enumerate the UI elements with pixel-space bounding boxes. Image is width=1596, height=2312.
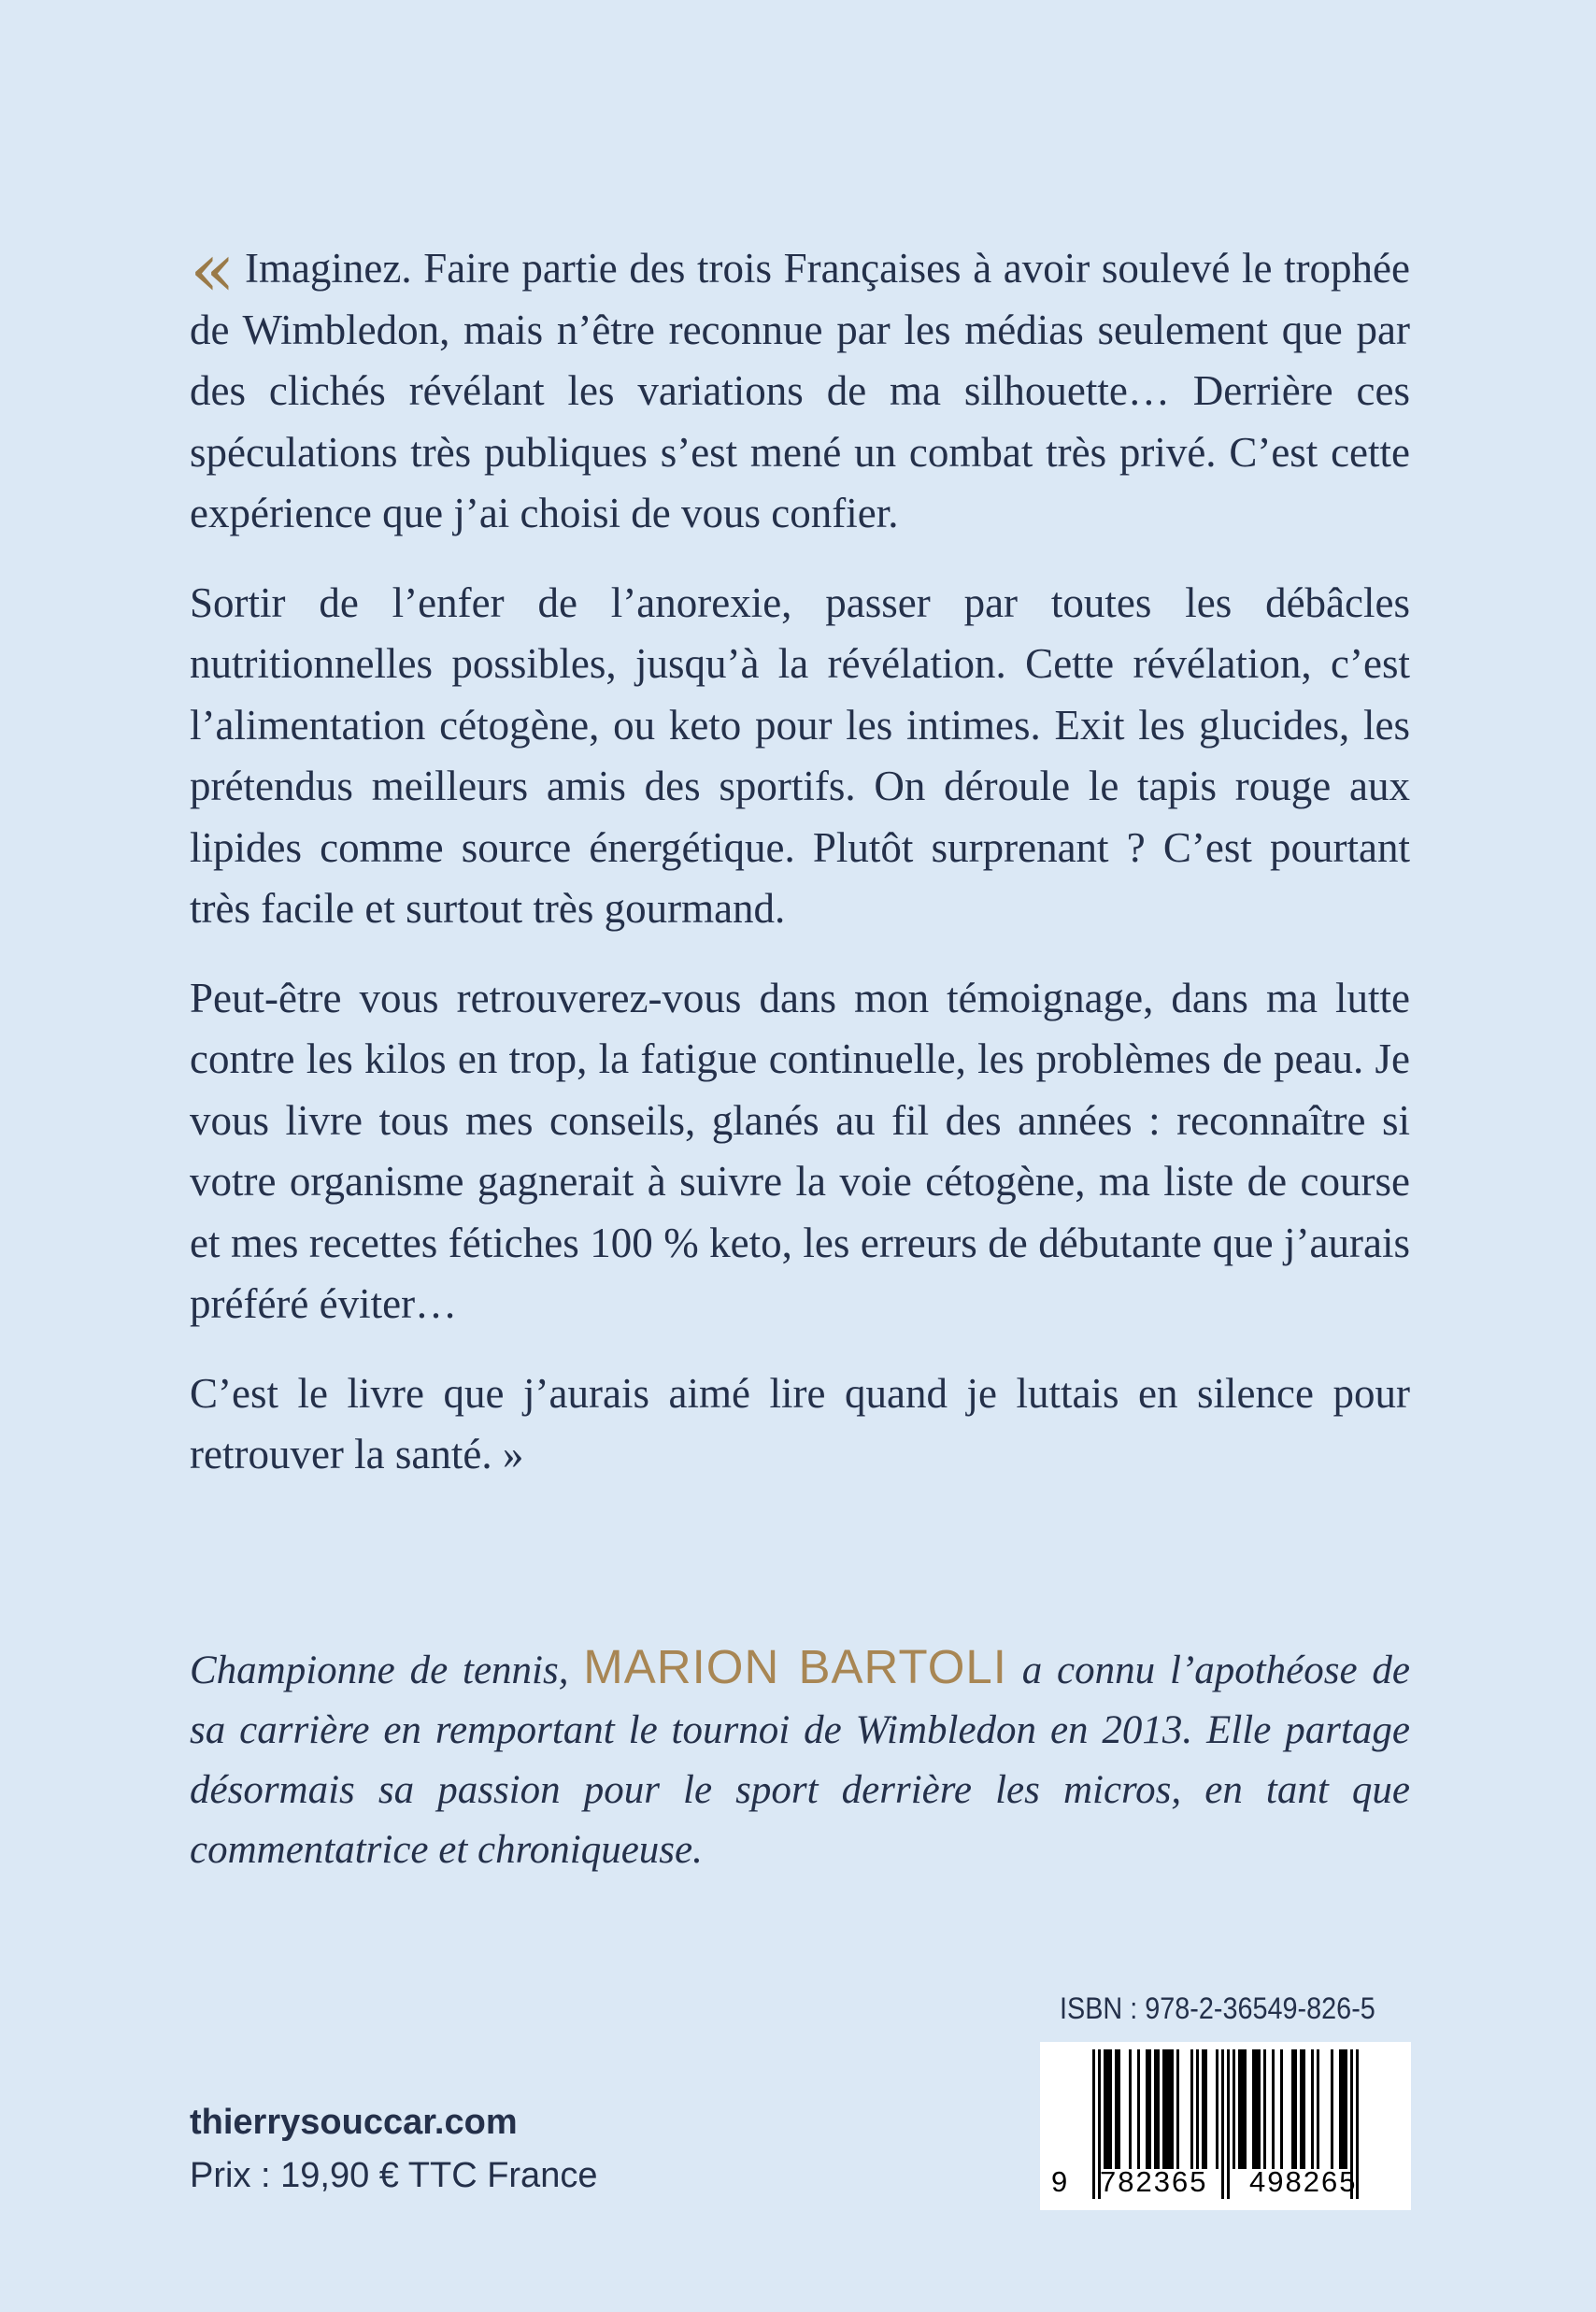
- quote-paragraph-3: Peut-être vous retrouverez-vous dans mon témoignage, dans ma lutte contre les kilos en trop, la fatigue continuelle, les problèmes de peau. Je vous livre tous mes conseils, glanés au fil des années : reconnaître si votre organisme gagnerait à suivre la voie cétogène, ma liste de course et mes recettes fétiches 100 % keto, les erreurs de débutante que j’aurais préféré éviter…: [190, 974, 1410, 1327]
- back-cover-quote: [190, 226, 1410, 1514]
- publisher-website: thierrysouccar.com: [190, 2103, 518, 2142]
- quote-paragraph-1: [190, 226, 1410, 545]
- barcode-bar: [1196, 2049, 1199, 2169]
- barcode-bar: [1109, 2049, 1112, 2169]
- bio-intro: Championne de tennis,: [190, 1648, 584, 1692]
- barcode-bar: [1233, 2049, 1235, 2169]
- barcode-digits: [1040, 2165, 1411, 2206]
- barcode-bar: [1342, 2049, 1345, 2169]
- quote-paragraph-2: Sortir de l’enfer de l’anorexie, passer par toutes les débâcles nutritionnelles possibles, jusqu’à la révélation. Cette révélation, c’est l’alimentation cétogène, ou keto pour les intimes. Exit les glucides, les prétendus meilleurs amis des sportifs. On déroule le tapis rouge aux lipides comme source énergétique. Plutôt surprenant ? C’est pourtant très facile et surtout très gourmand.: [190, 578, 1410, 932]
- barcode-bar: [1104, 2049, 1106, 2169]
- author-bio: [190, 1637, 1410, 1880]
- barcode-bar: [1241, 2049, 1244, 2169]
- barcode-bar: [1202, 2049, 1204, 2169]
- barcode-left-group: 782365: [1100, 2165, 1208, 2198]
- barcode-bar: [1311, 2049, 1314, 2169]
- barcode-bar: [1157, 2049, 1160, 2169]
- barcode-bar: [1106, 2049, 1109, 2169]
- author-name: MARION BARTOLI: [583, 1640, 1007, 1693]
- isbn: ISBN : 978-2-36549-826-5: [1060, 1991, 1375, 2025]
- barcode-bar: [1115, 2049, 1118, 2169]
- barcode-bar: [1294, 2049, 1297, 2169]
- opening-quote-mark: «: [190, 226, 235, 313]
- quote-paragraph-4: C’est le livre que j’aurais aimé lire quand je luttais en silence pour retrouver la santé. »: [190, 1369, 1410, 1477]
- barcode-bar: [1345, 2049, 1347, 2169]
- barcode-bar: [1300, 2049, 1303, 2169]
- price: Prix : 19,90 € TTC France: [190, 2156, 598, 2195]
- barcode-bar: [1255, 2049, 1258, 2169]
- barcode-bar: [1339, 2049, 1342, 2169]
- barcode-bar: [1118, 2049, 1120, 2169]
- barcode-bar: [1176, 2049, 1179, 2169]
- quote-paragraph-1-text: Imaginez. Faire partie des trois Françaises à avoir soulevé le trophée de Wimbledon, mais n’être reconnue par les médias seulement que par des clichés révélant les variations de ma silhouette… Derrière ces spéculations très publiques s’est mené un combat très privé. C’est cette expérience que j’ai choisi de vous confier.: [190, 245, 1410, 536]
- barcode-bar: [1303, 2049, 1305, 2169]
- barcode-bar: [1244, 2049, 1247, 2169]
- barcode-bar: [1280, 2049, 1283, 2169]
- barcode-bar: [1171, 2049, 1174, 2169]
- barcode-right-group: 498265: [1249, 2165, 1358, 2198]
- barcode: [1040, 2042, 1411, 2210]
- barcode-bar: [1204, 2049, 1207, 2169]
- barcode-bar: [1331, 2049, 1333, 2169]
- barcode-first-digit: 9: [1051, 2165, 1070, 2198]
- barcode-bar: [1129, 2049, 1132, 2169]
- barcode-bar: [1168, 2049, 1171, 2169]
- barcode-bar: [1137, 2049, 1140, 2169]
- barcode-bar: [1317, 2049, 1319, 2169]
- barcode-bar: [1165, 2049, 1168, 2169]
- barcode-bar: [1291, 2049, 1294, 2169]
- barcode-bar: [1258, 2049, 1261, 2169]
- barcode-bar: [1216, 2049, 1218, 2169]
- barcode-bar: [1148, 2049, 1151, 2169]
- barcode-bar: [1154, 2049, 1157, 2169]
- barcode-bar: [1272, 2049, 1275, 2169]
- barcode-bar: [1146, 2049, 1148, 2169]
- bio-rest: a connu l’apothéose de sa carrière en remportant le tournoi de Wimbledon en 2013. Elle partage désormais sa passion pour le sport derrière les micros, en tant que commentatrice et chroniqueuse.: [190, 1648, 1410, 1872]
- barcode-bar: [1238, 2049, 1241, 2169]
- barcode-bar: [1263, 2049, 1266, 2169]
- barcode-bar: [1252, 2049, 1255, 2169]
- barcode-bar: [1162, 2049, 1165, 2169]
- barcode-bar: [1190, 2049, 1193, 2169]
